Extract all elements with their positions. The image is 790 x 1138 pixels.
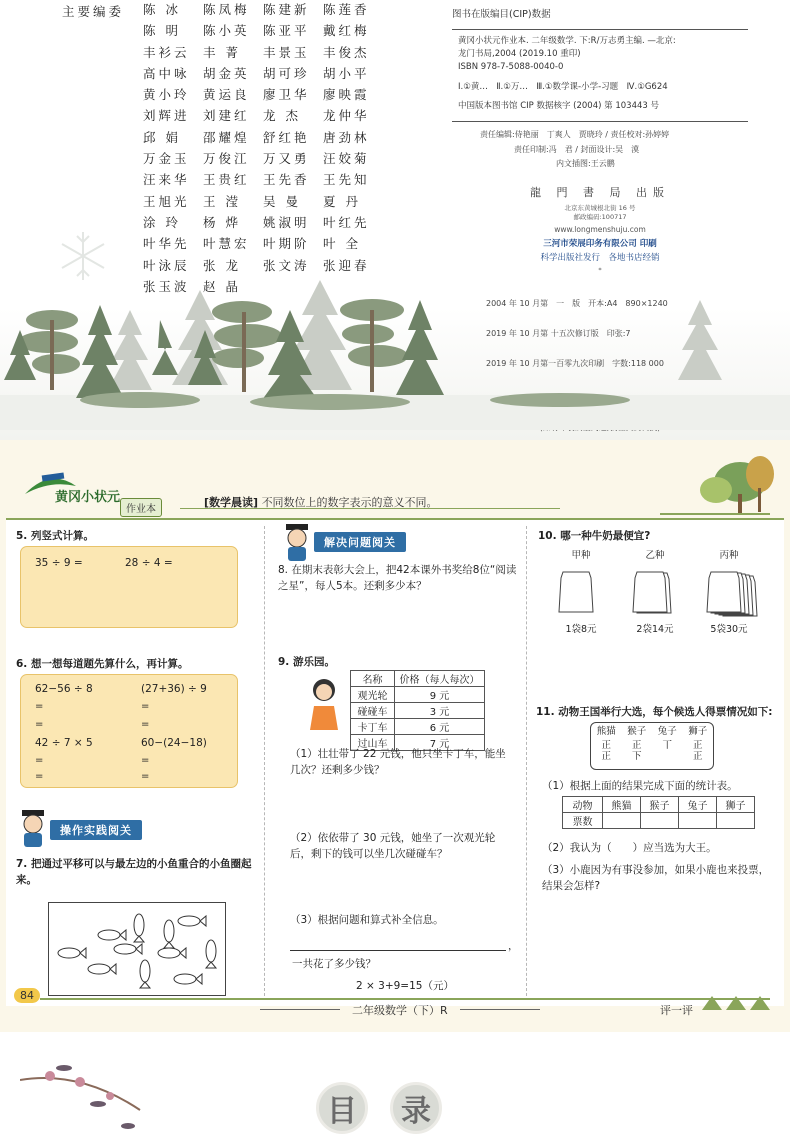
- editor-name: 张迎春: [323, 257, 370, 273]
- q6-expr-2: (27+36) ÷ 9: [141, 683, 207, 695]
- worksheet-page: [0, 440, 790, 1032]
- editor-name: 王先香: [263, 172, 310, 188]
- question-9-3: （3）根据问题和算式补全信息。: [290, 914, 444, 926]
- section-practice-title: 操作实践阅关: [50, 820, 142, 840]
- fish-icon[interactable]: [178, 916, 206, 926]
- q5-expr-2: 28 ÷ 4 =: [125, 557, 173, 569]
- editor-name: 汪姣菊: [323, 151, 370, 167]
- fish-area: [48, 902, 226, 996]
- vote-count-cell[interactable]: [679, 813, 717, 829]
- vote-board: [590, 722, 714, 770]
- editor-name: 叶 全: [323, 236, 361, 252]
- milk-bag-icon: [625, 564, 685, 618]
- student-mascot-icon: [16, 808, 52, 848]
- question-11-2: （2）我认为（ ）应当选为大王。: [542, 842, 717, 854]
- fish-icon[interactable]: [58, 948, 86, 958]
- vote-count-cell[interactable]: [717, 813, 755, 829]
- candidate-name: 猴子: [627, 726, 647, 737]
- editor-name: 王 滢: [203, 193, 241, 209]
- question-6: 6. 想一想每道题先算什么，再计算。: [16, 658, 189, 670]
- editor-name: 唐劲林: [323, 129, 370, 145]
- editor-name: 廖卫华: [263, 87, 310, 103]
- editor-name: 叶泳辰: [143, 257, 190, 273]
- forest-illustration: [0, 250, 790, 430]
- editor-name: 刘建红: [203, 108, 250, 124]
- fish-icon[interactable]: [140, 960, 150, 988]
- publisher-url: www.longmenshuju.com: [554, 224, 646, 234]
- milk-name: 甲种: [571, 550, 591, 561]
- milk-option: [546, 548, 616, 638]
- workbook-badge: 作业本: [120, 498, 162, 517]
- publisher-address: 北京东黄城根北街 16 号: [564, 203, 636, 212]
- vote-table-header: 动物: [563, 797, 603, 813]
- editor-name: 邱 娟: [143, 129, 181, 145]
- editor-name: 王贵红: [203, 172, 250, 188]
- morning-label: [数学晨读]: [204, 496, 259, 509]
- page-number: 84: [14, 988, 40, 1003]
- editor-name: 夏 丹: [323, 193, 361, 209]
- editor-name: 万金玉: [143, 151, 190, 167]
- vote-table-header: 猴子: [641, 797, 679, 813]
- spec-line: 2004 年 10 月第 一 版 开本:A4 890×1240: [486, 298, 668, 308]
- q5-expr-1: 35 ÷ 9 =: [35, 557, 83, 569]
- editor-name: 胡小平: [323, 65, 370, 81]
- editor-name: 丰 菁: [203, 44, 241, 60]
- editor-name: 涂 玲: [143, 214, 181, 230]
- editors-label: 主要编委: [62, 4, 125, 19]
- cip-title: 图书在版编目(CIP)数据: [452, 9, 551, 20]
- editor-name: 丰衫云: [143, 44, 190, 60]
- answer-box-6[interactable]: 62−56 ÷ 8 (27+36) ÷ 9 = = = = 42 ÷ 7 × 5 60−(24−18) = = = =: [20, 674, 238, 788]
- editor-name: 张玉波: [143, 278, 190, 294]
- editor-name: 丰俊杰: [323, 44, 370, 60]
- fish-icon[interactable]: [164, 920, 174, 948]
- girl-icon: [306, 676, 342, 732]
- credits-page: [0, 0, 790, 440]
- toc-char-1: 目: [316, 1082, 368, 1134]
- editor-name: 叶华先: [143, 236, 190, 252]
- vote-count-cell[interactable]: [603, 813, 641, 829]
- footer: [0, 989, 790, 1032]
- vote-table-header: 狮子: [717, 797, 755, 813]
- editor-name: 张文涛: [263, 257, 310, 273]
- brand-logo: 黄冈小状元: [55, 490, 121, 505]
- editor-name: 廖映霞: [323, 87, 370, 103]
- editor-name: 陈 冰: [143, 2, 181, 17]
- milk-name: 乙种: [645, 550, 665, 561]
- editor-name: 王旭光: [143, 193, 190, 209]
- milk-price: 1袋8元: [565, 624, 597, 635]
- student-mascot-icon: [280, 522, 316, 562]
- fish-icon[interactable]: [174, 974, 202, 984]
- editor-name: 刘辉进: [143, 108, 190, 124]
- question-9-3-ask: 一共花了多少钱？: [292, 958, 376, 970]
- section-solve-title: 解决问题阅关: [314, 532, 406, 552]
- editor-name: 吴 曼: [263, 193, 301, 209]
- editor-name: 姚淑明: [263, 214, 310, 230]
- worksheet-paper: 5. 列竖式计算。 35 ÷ 9 = 28 ÷ 4 = 6. 想一想每道题先算什么，再计算。 62−56 ÷ 8 (27+36) ÷ 9 = = = = 42 ÷ 7 × 5 60−(24−18) = = = = 操作实践阅关 7. 把通过平移可以与最左边的小鱼重合的小鱼圈起来。 解决问题阅关 8. 在期末表彰大会上，把42本课外书奖给8位“阅读之星”，每人5本。还剩多少本？ 9. 游乐园。 名称 价格（每人每次） 观光轮 9 元 碰碰车 3 元 卡丁车 6 元 过山车 7 元 （1）壮壮带了 22 元钱，他只坐卡丁车，能坐几次？还剩多少钱？ （2）依依带了 30 元钱，她坐了一次观光轮后，剩下的钱可以坐几次碰碰车？ （3）根据问题和算式补全信息。 ， 一共花了多少钱？ 2 × 3+9=15（元） 10. 哪一种牛奶最便宜? 甲种 1袋8元 乙种 2袋14元 丙种 5袋30元 11. 动物王国举行大选，每个候选人得票情况如下: 熊猫 正 正 猴子 正 下 兔子 丅 狮子 正 正 （1）根据上面的结果完成下面的统计表。 动物 熊猫 猴子 兔子 狮子 票数 （2）我认为（ ）应当选为大王。 （3）小鹿因为有事没参加，如果小鹿也来投票，结果会怎样?: [6, 518, 784, 1010]
- distributor: 科学出版社发行 各地书店经销: [540, 252, 660, 263]
- fish-icon[interactable]: [206, 940, 216, 968]
- milk-bag-icon: [551, 564, 611, 618]
- fish-icon[interactable]: [158, 948, 186, 958]
- editor-name: 黄小玲: [143, 87, 190, 103]
- cip-line: 龙门书局,2004 (2019.10 重印): [458, 49, 581, 60]
- question-7: 7. 把通过平移可以与最左边的小鱼重合的小鱼圈起来。: [16, 858, 252, 886]
- branch-decoration-icon: [20, 1040, 150, 1138]
- cip-record: 中国版本图书馆 CIP 数据核字 (2004) 第 103443 号: [458, 100, 659, 111]
- vote-table: 动物 熊猫 猴子 兔子 狮子 票数: [562, 796, 755, 829]
- editor-name: 邵耀煌: [203, 129, 250, 145]
- editor-name: 胡金英: [203, 65, 250, 81]
- vote-count-cell[interactable]: [641, 813, 679, 829]
- editor-name: 叶慧宏: [203, 236, 250, 252]
- editor-name: 汪来华: [143, 172, 190, 188]
- question-11: 11. 动物王国举行大选，每个候选人得票情况如下:: [536, 706, 773, 718]
- editor-name: 黄运良: [203, 87, 250, 103]
- candidate: [597, 726, 616, 762]
- tally-marks: 正 正: [601, 740, 611, 762]
- question-9-1: （1）壮壮带了 22 元钱，他只坐卡丁车，能坐几次？还剩多少钱？: [290, 748, 506, 776]
- q6-expr-3: 42 ÷ 7 × 5: [35, 737, 93, 749]
- credit-line: 内文插图:王云鹏: [556, 159, 615, 169]
- candidate-name: 熊猫: [596, 726, 616, 737]
- footer-title: 二年级数学（下）R: [352, 1004, 448, 1017]
- editor-name: 王先知: [323, 172, 370, 188]
- editor-name: 龙仲华: [323, 108, 370, 124]
- publisher-zip: 邮政编码:100717: [573, 212, 627, 221]
- tally-marks: 正 下: [631, 740, 642, 762]
- editor-name: 高中咏: [143, 65, 190, 81]
- cip-block: 图书在版编目(CIP)数据 黄冈小状元作业本. 二年级数学. 下:R/万志勇主编. —北京: 龙门书局,2004 (2019.10 重印) ISBN 978-7-5088-0040-0 Ⅰ.①黄… Ⅱ.①万… Ⅲ.①数学课-小学-习题 Ⅳ.①G624 中国版本图书馆 CIP 数据核字 (2004) 第 103443 号 责任编辑:侍艳丽 丁爽人 贾晓玲 / 责任校对:孙婷婷 责任印制:冯 君 / 封面设计:吴 漠 内文插图:王云鹏 龍 門 書 局 出版 北京东黄城根北街 16 号 邮政编码:100717 www.longmenshuju.com 三河市荣展印务有限公司 印刷 科学出版社发行 各地书店经销 * 2004 年 10 月第 一 版 开本:A4 890×1240 2019 年 10 月第 十五次修订版 印张:7 2019 年 10 月第一百零九次印刷 字数:118 000: [452, 0, 748, 433]
- trees-decoration: [640, 444, 780, 516]
- tally-marks: 正 正: [692, 740, 703, 762]
- spec-line: 2019 年 10 月第 十五次修订版 印张:7: [486, 328, 631, 338]
- candidate-name: 兔子: [657, 726, 677, 737]
- editor-name: 叶红先: [323, 214, 370, 230]
- editor-name: 万又勇: [263, 151, 310, 167]
- question-9: 9. 游乐园。: [278, 656, 335, 668]
- q6-expr-4: 60−(24−18): [141, 737, 207, 749]
- rating-icons[interactable]: [700, 992, 772, 1014]
- editor-name: 陈亚平: [263, 23, 310, 39]
- milk-bag-icon: [699, 564, 759, 618]
- editor-name: 丰景玉: [263, 44, 310, 60]
- question-11-3: （3）小鹿因为有事没参加，如果小鹿也来投票，结果会怎样?: [542, 864, 770, 892]
- question-8: 8. 在期末表彰大会上，把42本课外书奖给8位“阅读之星”，每人5本。还剩多少本？: [278, 564, 517, 592]
- question-5: 5. 列竖式计算。: [16, 530, 94, 542]
- editor-name: 陈凤梅: [203, 2, 250, 17]
- cip-isbn: ISBN 978-7-5088-0040-0: [458, 62, 564, 73]
- answer-box-5[interactable]: [20, 546, 238, 628]
- candidate-name: 狮子: [688, 726, 708, 737]
- question-11-1: （1）根据上面的结果完成下面的统计表。: [542, 780, 738, 792]
- publisher-name: 龍 門 書 局 出版: [530, 185, 670, 199]
- fish-icon[interactable]: [98, 930, 126, 940]
- question-10: 10. 哪一种牛奶最便宜?: [538, 530, 651, 542]
- editor-name: 龙 杰: [263, 108, 301, 124]
- tally-marks: 丅: [662, 740, 672, 751]
- toc-char-2: 录: [390, 1082, 442, 1134]
- credit-line: 责任印制:冯 君 / 封面设计:吴 漠: [514, 144, 640, 154]
- candidate: [688, 726, 707, 762]
- fish-icon[interactable]: [134, 914, 144, 942]
- q6-expr-1: 62−56 ÷ 8: [35, 683, 93, 695]
- editor-name: 陈莲香: [323, 2, 370, 17]
- vote-table-header: 熊猫: [603, 797, 641, 813]
- editor-name: 陈 明: [143, 23, 181, 39]
- editor-name: 杨 烨: [203, 214, 241, 230]
- printer: 三河市荣展印务有限公司 印刷: [543, 238, 657, 249]
- cip-class: Ⅰ.①黄… Ⅱ.①万… Ⅲ.①数学课-小学-习题 Ⅳ.①G624: [458, 81, 668, 92]
- milk-option: [620, 548, 690, 638]
- toc-page: [0, 1032, 790, 1138]
- question-9-2: （2）依依带了 30 元钱，她坐了一次观光轮后，剩下的钱可以坐几次碰碰车？: [290, 832, 496, 860]
- fish-icon[interactable]: [114, 944, 142, 954]
- candidate: [658, 726, 677, 762]
- price-table: 名称 价格（每人每次） 观光轮 9 元 碰碰车 3 元 卡丁车 6 元 过山车 7 元: [350, 670, 485, 751]
- editor-name: 陈建新: [263, 2, 310, 17]
- editor-name: 舒红艳: [263, 129, 310, 145]
- morning-text: 不同数位上的数字表示的意义不同。: [261, 496, 438, 509]
- question-9-3-eq: 2 × 3+9=15（元）: [356, 980, 454, 992]
- editor-name: 叶期阶: [263, 236, 310, 252]
- milk-name: 丙种: [719, 550, 739, 561]
- editor-name: 赵 晶: [203, 278, 241, 294]
- editor-name: 陈小英: [203, 23, 250, 39]
- editor-name: 张 龙: [203, 257, 241, 273]
- footer-eval: 评一评: [660, 1004, 693, 1017]
- milk-price: 2袋14元: [636, 624, 674, 635]
- editor-name: 万俊江: [203, 151, 250, 167]
- candidate: [627, 726, 646, 762]
- cip-line: 黄冈小状元作业本. 二年级数学. 下:R/万志勇主编. —北京:: [458, 36, 676, 46]
- milk-price: 5袋30元: [710, 624, 748, 635]
- milk-option: [694, 548, 764, 638]
- editor-name: 戴红梅: [323, 23, 370, 39]
- fish-icon[interactable]: [88, 964, 116, 974]
- spec-line: 2019 年 10 月第一百零九次印刷 字数:118 000: [486, 358, 664, 368]
- credit-line: 责任编辑:侍艳丽 丁爽人 贾晓玲 / 责任校对:孙婷婷: [480, 130, 670, 140]
- editor-name: 胡可珍: [263, 65, 310, 81]
- milk-options: [546, 548, 766, 638]
- answer-line[interactable]: [290, 950, 506, 951]
- vote-table-header: 兔子: [679, 797, 717, 813]
